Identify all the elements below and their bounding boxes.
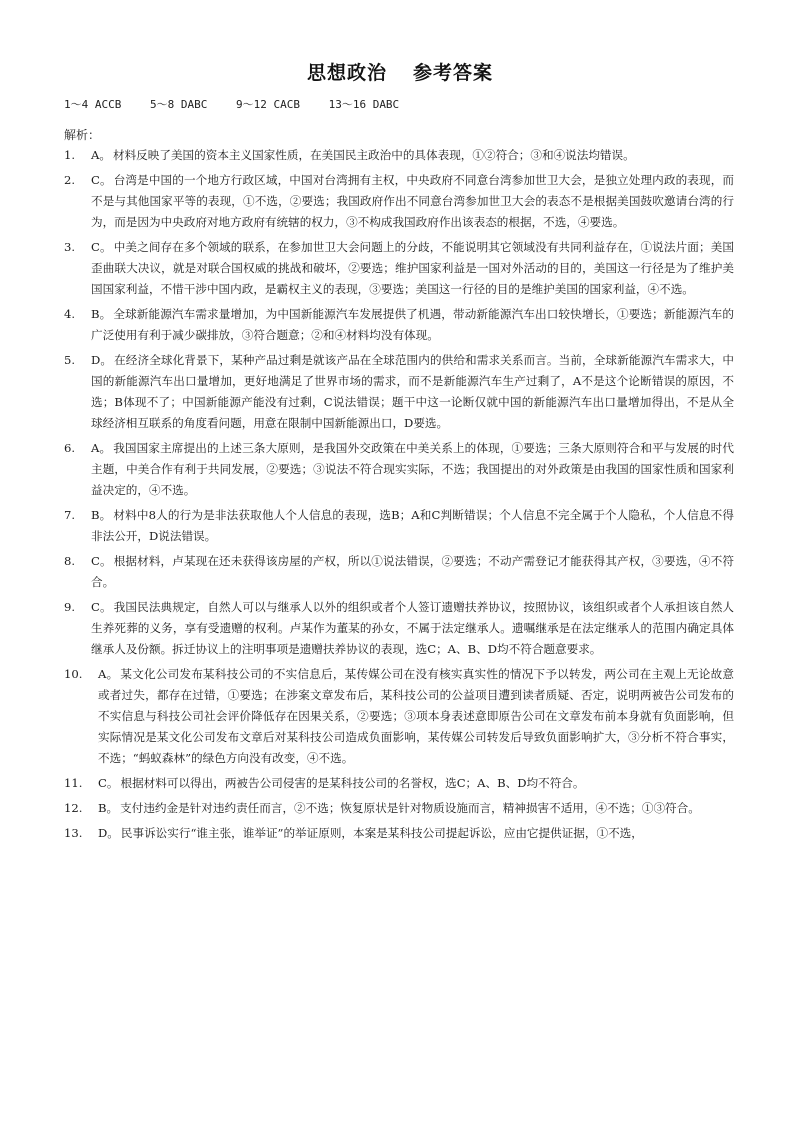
item-number: 4. <box>64 307 76 321</box>
item-number: 2. <box>64 173 76 187</box>
answer-summary <box>64 96 421 112</box>
item-answer: B。 <box>91 307 112 321</box>
answer-key-heading: 参考答案 <box>413 62 494 84</box>
item-number: 10. <box>64 667 83 681</box>
analysis-item-7 <box>64 505 734 547</box>
analysis-item-2 <box>64 170 734 233</box>
item-answer: A。 <box>98 667 119 681</box>
item-explanation: 某文化公司发布某科技公司的不实信息后，某传媒公司在没有核实真实性的情况下予以转发，两公司在主观上无论故意或者过失，都存在过错，①要选；在涉案文章发布后，某科技公司的公益项目遭到读者质疑、否定，说明两被告公司发布的不实信息与科技公司社会评价降低存在因果关系，②要选；③项本身表述意即原告公司在文章发布前本身就有负面影响，但实际情况是某文化公司发布文章后对某科技公司造成负面影响，某传媒公司转发后导致负面影响扩大，③分析不符合事实，不选；“蚂蚁森林”的绿色方向没有改变，④不选。 <box>98 667 734 765</box>
answer-group-9-12: 9～12 CACB <box>235 98 300 111</box>
analysis-list <box>64 145 734 848</box>
analysis-item-13 <box>64 823 734 844</box>
page-title <box>0 58 800 85</box>
item-explanation: 我国民法典规定，自然人可以与继承人以外的组织或者个人签订遗赠扶养协议，按照协议，该组织或者个人承担该自然人生养死葬的义务，享有受遗赠的权利。卢某作为董某的孙女，不属于法定继承人。遗嘱继承是在法定继承人的范围内确定具体继承人及份额。拆迁协议上的注明事项是遗赠扶养协议的表现，选C；A、B、D均不符合题意要求。 <box>91 600 734 656</box>
item-number: 9. <box>64 600 76 614</box>
item-number: 8. <box>64 554 76 568</box>
analysis-item-11 <box>64 773 734 794</box>
analysis-item-4 <box>64 304 734 346</box>
analysis-item-12 <box>64 798 734 819</box>
item-answer: D。 <box>91 353 113 367</box>
item-answer: B。 <box>91 508 112 522</box>
item-explanation: 根据材料，卢某现在还未获得该房屋的产权，所以①说法错误，②要选；不动产需登记才能获得其产权，③要选，④不符合。 <box>91 554 734 589</box>
analysis-item-9 <box>64 597 734 660</box>
item-explanation: 民事诉讼实行“谁主张，谁举证”的举证原则，本案是某科技公司提起诉讼，应由它提供证据，①不选， <box>120 826 643 840</box>
item-explanation: 在经济全球化背景下，某种产品过剩是就该产品在全球范围内的供给和需求关系而言。当前，全球新能源汽车需求大，中国的新能源汽车出口量增加，更好地满足了世界市场的需求，而不是新能源汽车生产过剩了，A不是这个论断错误的原因，不选；B体现不了；中国新能源产能没有过剩，C说法错误；题干中这一论断仅就中国的新能源汽车出口量增加得出，不是从全球经济相互联系的角度看问题，用意在限制中国新能源出口，D要选。 <box>91 353 734 430</box>
item-explanation: 材料反映了美国的资本主义国家性质，在美国民主政治中的具体表现，①②符合；③和④说法均错误。 <box>112 148 635 162</box>
item-explanation: 台湾是中国的一个地方行政区域，中国对台湾拥有主权，中央政府不同意台湾参加世卫大会，是独立处理内政的表现，而不是与其他国家平等的表现，①不选，②要选；我国政府作出不同意台湾参加世卫大会的表态不是根据美国鼓吹邀请台湾的行为，而是因为中央政府对地方政府有统辖的权力，③不构成我国政府作出该表态的根据，不选，④要选。 <box>91 173 734 229</box>
item-number: 7. <box>64 508 76 522</box>
item-answer: C。 <box>91 240 112 254</box>
item-explanation: 材料中8人的行为是非法获取他人个人信息的表现，选B；A和C判断错误；个人信息不完全属于个人隐私，个人信息不得非法公开，D说法错误。 <box>91 508 734 543</box>
analysis-item-6 <box>64 438 734 501</box>
analysis-item-1 <box>64 145 734 166</box>
item-answer: C。 <box>91 600 112 614</box>
answer-group-1-4: 1～4 ACCB <box>64 98 122 111</box>
analysis-item-10 <box>64 664 734 769</box>
item-number: 13. <box>64 826 83 840</box>
item-number: 5. <box>64 353 76 367</box>
item-answer: C。 <box>91 173 112 187</box>
item-number: 12. <box>64 801 83 815</box>
item-explanation: 根据材料可以得出，两被告公司侵害的是某科技公司的名誉权，选C；A、B、D均不符合。 <box>120 776 585 790</box>
item-explanation: 全球新能源汽车需求量增加，为中国新能源汽车发展提供了机遇，带动新能源汽车出口较快增长，①要选；新能源汽车的广泛使用有利于减少碳排放，③符合题意；②和④材料均没有体现。 <box>91 307 734 342</box>
item-number: 1. <box>64 148 76 162</box>
item-answer: C。 <box>98 776 119 790</box>
analysis-item-3 <box>64 237 734 300</box>
item-explanation: 中美之间存在多个领域的联系，在参加世卫大会问题上的分歧，不能说明其它领域没有共同利益存在，①说法片面；美国歪曲联大决议，就是对联合国权威的挑战和破坏，②要选；维护国家利益是一国对外活动的目的，美国这一行径是为了维护美国国家利益，不惜干涉中国内政，是霸权主义的表现，③要选；美国这一行径的目的是维护美国的国家利益，④不选。 <box>91 240 734 296</box>
analysis-item-5 <box>64 350 734 434</box>
analysis-item-8 <box>64 551 734 593</box>
subject-title: 思想政治 <box>306 62 387 84</box>
item-number: 11. <box>64 776 83 790</box>
item-explanation: 我国国家主席提出的上述三条大原则，是我国外交政策在中美关系上的体现，①要选；三条大原则符合和平与发展的时代主题，中美合作有利于共同发展，②要选；③说法不符合现实实际，不选；我国提出的对外政策是由我国的国家性质和国家利益决定的，④不选。 <box>91 441 734 497</box>
item-answer: C。 <box>91 554 112 568</box>
item-explanation: 支付违约金是针对违约责任而言，②不选；恢复原状是针对物质设施而言，精神损害不适用，④不选；①③符合。 <box>120 801 700 815</box>
item-number: 3. <box>64 240 76 254</box>
item-answer: B。 <box>98 801 119 815</box>
answer-group-5-8: 5～8 DABC <box>149 98 208 111</box>
answer-group-13-16: 13～16 DABC <box>328 98 400 111</box>
item-number: 6. <box>64 441 76 455</box>
item-answer: D。 <box>98 826 119 840</box>
item-answer: A。 <box>91 441 112 455</box>
item-answer: A。 <box>91 148 111 162</box>
analysis-label: 解析： <box>64 128 101 142</box>
